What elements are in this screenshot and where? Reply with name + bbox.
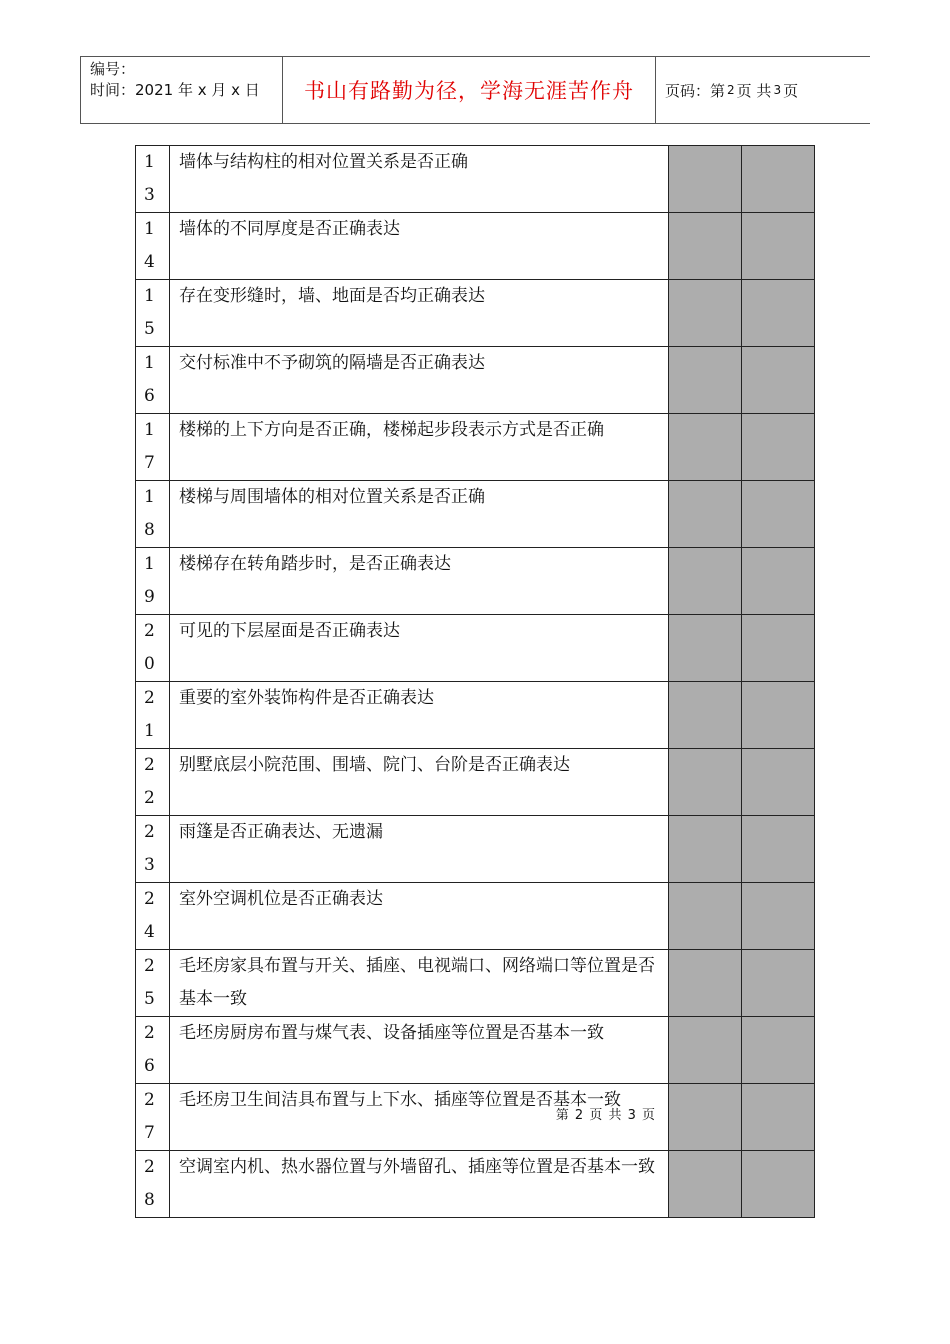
page-current: 2 (727, 83, 735, 97)
row-description-cell (170, 682, 669, 749)
row-description-cell (170, 883, 669, 950)
check-cell-a (669, 1084, 742, 1151)
check-cell-b (742, 883, 815, 950)
row-description: 雨篷是否正确表达、无遗漏 (179, 822, 383, 842)
row-number-digit-1: 2 (144, 1023, 155, 1043)
row-number-digit-2: 2 (144, 788, 155, 808)
row-number (136, 950, 170, 1017)
table-row (136, 682, 815, 749)
row-number-digit-1: 2 (144, 889, 155, 909)
header-motto: 书山有路勤为径，学海无涯苦作舟 (283, 57, 656, 123)
row-number (136, 1151, 170, 1218)
row-description: 可见的下层屋面是否正确表达 (179, 621, 400, 641)
row-description: 楼梯存在转角踏步时，是否正确表达 (179, 554, 451, 574)
number-label: 编号： (90, 60, 136, 78)
row-number (136, 615, 170, 682)
table-row (136, 213, 815, 280)
row-description: 楼梯的上下方向是否正确，楼梯起步段表示方式是否正确 (179, 420, 604, 440)
check-cell-a (669, 280, 742, 347)
row-number-digit-1: 2 (144, 956, 155, 976)
check-cell-b (742, 1084, 815, 1151)
page-footer-note: 第 2 页 共 3 页 (555, 1108, 656, 1123)
row-number-digit-2: 6 (144, 1056, 155, 1076)
table-row (136, 1017, 815, 1084)
row-description-cell (170, 1084, 669, 1151)
table-row (136, 1151, 815, 1218)
row-number-digit-1: 1 (144, 152, 155, 172)
page-mid: 页 共 (736, 81, 772, 100)
table-row (136, 548, 815, 615)
row-number-digit-1: 2 (144, 1157, 155, 1177)
row-description-cell (170, 414, 669, 481)
row-description: 毛坯房卫生间洁具布置与上下水、插座等位置是否基本一致 (179, 1090, 621, 1110)
check-cell-a (669, 615, 742, 682)
time-label: 时间：2021 年 x 月 x 日 (90, 81, 260, 99)
row-number-digit-1: 2 (144, 755, 155, 775)
row-number-digit-2: 9 (144, 587, 155, 607)
check-cell-b (742, 481, 815, 548)
table-row (136, 615, 815, 682)
check-cell-b (742, 1151, 815, 1218)
check-cell-a (669, 481, 742, 548)
table-row (136, 481, 815, 548)
row-number-digit-2: 5 (144, 319, 155, 339)
check-cell-a (669, 347, 742, 414)
checklist-table (135, 145, 815, 1218)
table-row (136, 146, 815, 213)
row-number-digit-2: 7 (144, 453, 155, 473)
row-description: 空调室内机、热水器位置与外墙留孔、插座等位置是否基本一致 (179, 1157, 655, 1177)
check-cell-a (669, 682, 742, 749)
row-number-digit-1: 1 (144, 554, 155, 574)
check-cell-b (742, 615, 815, 682)
check-cell-b (742, 682, 815, 749)
check-cell-b (742, 548, 815, 615)
table-row (136, 414, 815, 481)
table-row (136, 280, 815, 347)
check-cell-a (669, 548, 742, 615)
row-description-cell (170, 146, 669, 213)
row-number-digit-2: 8 (144, 520, 155, 540)
row-number (136, 1017, 170, 1084)
page-header (80, 56, 870, 124)
row-description: 存在变形缝时，墙、地面是否均正确表达 (179, 286, 485, 306)
row-number (136, 146, 170, 213)
page-total: 3 (773, 83, 782, 97)
check-cell-a (669, 749, 742, 816)
row-number (136, 548, 170, 615)
header-page-info (656, 57, 870, 123)
row-number-digit-1: 1 (144, 487, 155, 507)
check-cell-b (742, 347, 815, 414)
row-number-digit-1: 1 (144, 286, 155, 306)
check-cell-a (669, 414, 742, 481)
row-number-digit-1: 1 (144, 420, 155, 440)
check-cell-a (669, 950, 742, 1017)
table-row (136, 816, 815, 883)
row-number (136, 682, 170, 749)
row-description-cell (170, 950, 669, 1017)
page-prefix: 页码：第 (665, 81, 726, 100)
table-row (136, 1084, 815, 1151)
row-number (136, 280, 170, 347)
row-description-cell (170, 1017, 669, 1084)
check-cell-b (742, 146, 815, 213)
row-description-cell (170, 213, 669, 280)
row-description: 楼梯与周围墙体的相对位置关系是否正确 (179, 487, 485, 507)
row-number-digit-2: 4 (144, 922, 155, 942)
row-number (136, 749, 170, 816)
row-description-cell (170, 347, 669, 414)
check-cell-a (669, 146, 742, 213)
row-number-digit-2: 8 (144, 1190, 155, 1210)
row-number-digit-2: 1 (144, 721, 155, 741)
row-number-digit-2: 7 (144, 1123, 155, 1143)
row-description-cell (170, 816, 669, 883)
header-info (81, 57, 283, 123)
check-cell-a (669, 1017, 742, 1084)
check-cell-b (742, 280, 815, 347)
row-description: 毛坯房厨房布置与煤气表、设备插座等位置是否基本一致 (179, 1023, 604, 1043)
row-number-digit-2: 4 (144, 252, 155, 272)
row-description-cell (170, 615, 669, 682)
row-number (136, 883, 170, 950)
row-number-digit-2: 5 (144, 989, 155, 1009)
check-cell-b (742, 816, 815, 883)
row-number-digit-1: 1 (144, 219, 155, 239)
row-description: 毛坯房家具布置与开关、插座、电视端口、网络端口等位置是否基本一致 (179, 956, 655, 1009)
row-number-digit-2: 3 (144, 855, 155, 875)
row-number (136, 414, 170, 481)
check-cell-b (742, 950, 815, 1017)
check-cell-b (742, 414, 815, 481)
row-number-digit-1: 2 (144, 1090, 155, 1110)
table-row (136, 883, 815, 950)
row-description: 墙体与结构柱的相对位置关系是否正确 (179, 152, 468, 172)
check-cell-a (669, 883, 742, 950)
row-description: 墙体的不同厚度是否正确表达 (179, 219, 400, 239)
row-description-cell (170, 481, 669, 548)
row-number (136, 481, 170, 548)
row-number-digit-2: 6 (144, 386, 155, 406)
row-description: 交付标准中不予砌筑的隔墙是否正确表达 (179, 353, 485, 373)
row-number-digit-1: 2 (144, 621, 155, 641)
row-description-cell (170, 1151, 669, 1218)
row-description: 室外空调机位是否正确表达 (179, 889, 383, 909)
page-suffix: 页 (783, 81, 799, 100)
table-row (136, 749, 815, 816)
row-description: 别墅底层小院范围、围墙、院门、台阶是否正确表达 (179, 755, 570, 775)
table-row (136, 950, 815, 1017)
table-row (136, 347, 815, 414)
row-description-cell (170, 548, 669, 615)
row-number-digit-1: 2 (144, 688, 155, 708)
row-description: 重要的室外装饰构件是否正确表达 (179, 688, 434, 708)
check-cell-b (742, 749, 815, 816)
row-description-cell (170, 749, 669, 816)
check-cell-b (742, 1017, 815, 1084)
row-number (136, 816, 170, 883)
check-cell-a (669, 1151, 742, 1218)
row-description-cell (170, 280, 669, 347)
check-cell-b (742, 213, 815, 280)
row-number-digit-2: 3 (144, 185, 155, 205)
row-number-digit-2: 0 (144, 654, 155, 674)
row-number (136, 1084, 170, 1151)
check-cell-a (669, 213, 742, 280)
check-cell-a (669, 816, 742, 883)
row-number-digit-1: 1 (144, 353, 155, 373)
row-number-digit-1: 2 (144, 822, 155, 842)
row-number (136, 347, 170, 414)
row-number (136, 213, 170, 280)
